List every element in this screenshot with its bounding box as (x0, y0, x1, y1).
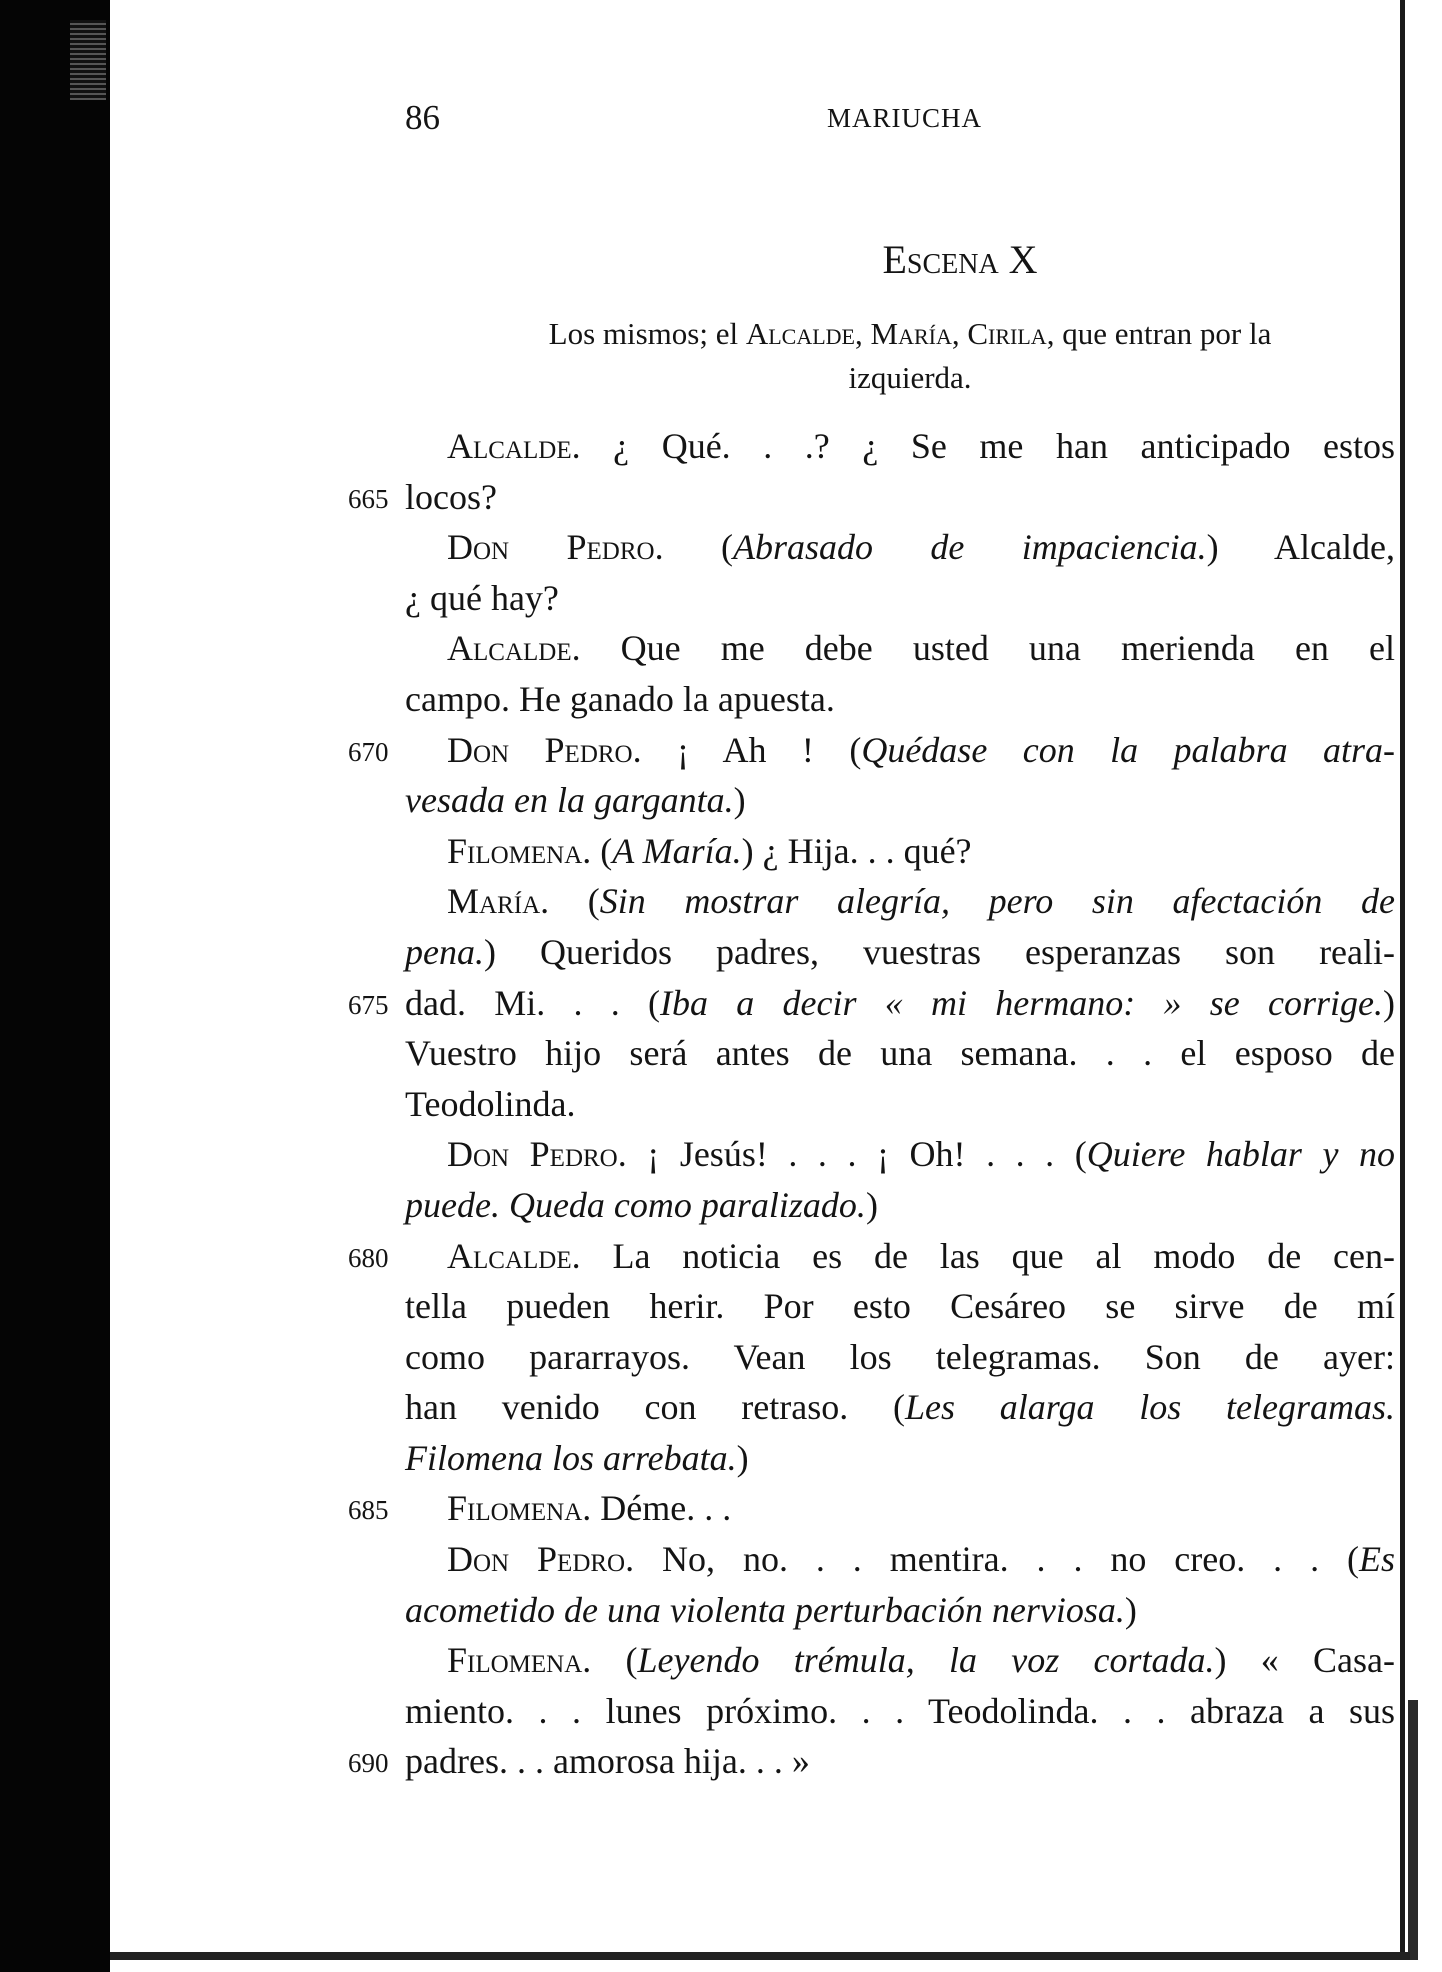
text-line: Filomena los arrebata.) (405, 1437, 749, 1478)
stage-direction: Les alarga los telegramas. (904, 1387, 1395, 1428)
text-line: María. (Sin mostrar alegría, pero sin afectación de (447, 881, 1395, 922)
dialogue-lines (348, 421, 1396, 1787)
speaker: Filomena. (447, 1488, 592, 1529)
stage-direction: Quédase con la palabra atra- (861, 729, 1396, 770)
line-number: 670 (348, 736, 389, 767)
stage-direction: puede. Queda como paralizado. (405, 1184, 866, 1225)
speaker: Don Pedro. (447, 527, 664, 568)
text-line: 685 Filomena. Déme. . . (405, 1483, 1395, 1534)
text-line: Don Pedro. No, no. . . mentira. . . no creo. . . (Es (447, 1539, 1395, 1580)
speaker: Alcalde. (447, 1235, 581, 1276)
text-line: 665 locos? (405, 472, 1395, 523)
speaker: Don Pedro. (447, 729, 642, 770)
book-page (348, 0, 1396, 1972)
text-line: ¿ qué hay? (405, 577, 559, 618)
text-line: 680 Alcalde. La noticia es de las que al modo de cen- (405, 1231, 1395, 1282)
stage-direction: Es (1359, 1539, 1395, 1580)
text-line: campo. He ganado la apuesta. (405, 678, 835, 719)
text-line: vesada en la garganta.) (405, 780, 746, 821)
line-number: 665 (348, 483, 389, 514)
stage-direction: pena. (405, 931, 484, 972)
line-number: 675 (348, 989, 389, 1020)
stage-direction: vesada en la garganta. (405, 780, 734, 821)
line-number: 685 (348, 1495, 389, 1526)
text-line: Filomena. (Leyendo trémula, la voz cortada.) « Casa- (447, 1640, 1395, 1681)
scan-left-margin (0, 0, 110, 1972)
text-line: Vuestro hijo será antes de una semana. . . el esposo de (405, 1033, 1395, 1074)
speaker: Alcalde. (447, 426, 581, 466)
text-line: Filomena. (A María.) ¿ Hija. . . qué? (447, 830, 972, 871)
stage-direction: Quiere hablar y no (1086, 1134, 1396, 1175)
line-number: 690 (348, 1748, 389, 1779)
character-maria: María (870, 316, 952, 351)
speaker: Don Pedro. (447, 1134, 627, 1175)
character-cirila: Cirila (967, 316, 1047, 351)
text-line: Alcalde. ¿ Qué. . .? ¿ Se me han anticipado estos (447, 426, 1395, 466)
stage-direction: Filomena los arrebata. (405, 1437, 737, 1478)
stage-direction: Sin mostrar alegría, pero sin afectación de (599, 881, 1395, 922)
stage-direction: Leyendo trémula, la voz cortada. (637, 1640, 1215, 1681)
text-line: Don Pedro. ¡ Jesús! . . . ¡ Oh! . . . (Quiere hablar y no (447, 1134, 1396, 1175)
text-line: puede. Queda como paralizado.) (405, 1184, 878, 1225)
character-alcalde: Alcalde (745, 316, 855, 351)
speaker: María. (447, 881, 550, 922)
speaker: Don Pedro. (447, 1539, 635, 1580)
stage-direction: Abrasado de impaciencia. (732, 527, 1207, 568)
stage-direction: acometido de una violenta perturbación nerviosa. (405, 1589, 1125, 1630)
text-line: como pararrayos. Vean los telegramas. Son de ayer: (405, 1336, 1395, 1377)
page-number: 86 (405, 98, 440, 137)
scan-speckle (70, 20, 106, 100)
text-line: miento. . . lunes próximo. . . Teodolinda. . . abraza a sus (405, 1690, 1395, 1731)
text-line: Teodolinda. (405, 1083, 576, 1124)
scan-right-edge-shadow (1408, 1700, 1418, 1960)
running-title: MARIUCHA (827, 103, 983, 133)
speaker: Filomena. (447, 830, 592, 871)
speaker: Filomena. (447, 1640, 592, 1681)
text-line: tella pueden herir. Por esto Cesáreo se sirve de mí (405, 1286, 1395, 1327)
line-number: 680 (348, 1242, 389, 1273)
stage-direction: Iba a decir « mi hermano: » se corrige. (660, 982, 1383, 1023)
text-line: pena.) Queridos padres, vuestras esperanzas son reali- (405, 931, 1395, 972)
text-line: 690 padres. . . amorosa hija. . . » (405, 1736, 1395, 1787)
scene-title: Escena X (882, 237, 1038, 282)
stage-direction: A María. (612, 830, 742, 871)
scene-intro: Los mismos; el Alcalde, María, Cirila, que entran por la izquierda. (548, 316, 1272, 395)
text-line: Don Pedro. (Abrasado de impaciencia.) Alcalde, (447, 527, 1395, 568)
text-line: 675 dad. Mi. . . (Iba a decir « mi hermano: » se corrige.) (405, 978, 1395, 1029)
speaker: Alcalde. (447, 628, 581, 669)
text-line: Alcalde. Que me debe usted una merienda en el (447, 628, 1395, 669)
text-line: acometido de una violenta perturbación nerviosa.) (405, 1589, 1137, 1630)
text-line: han venido con retraso. (Les alarga los telegramas. (405, 1387, 1395, 1428)
scan-right-edge (1400, 0, 1405, 1955)
text-line: 670 Don Pedro. ¡ Ah ! (Quédase con la palabra atra- (405, 725, 1395, 776)
